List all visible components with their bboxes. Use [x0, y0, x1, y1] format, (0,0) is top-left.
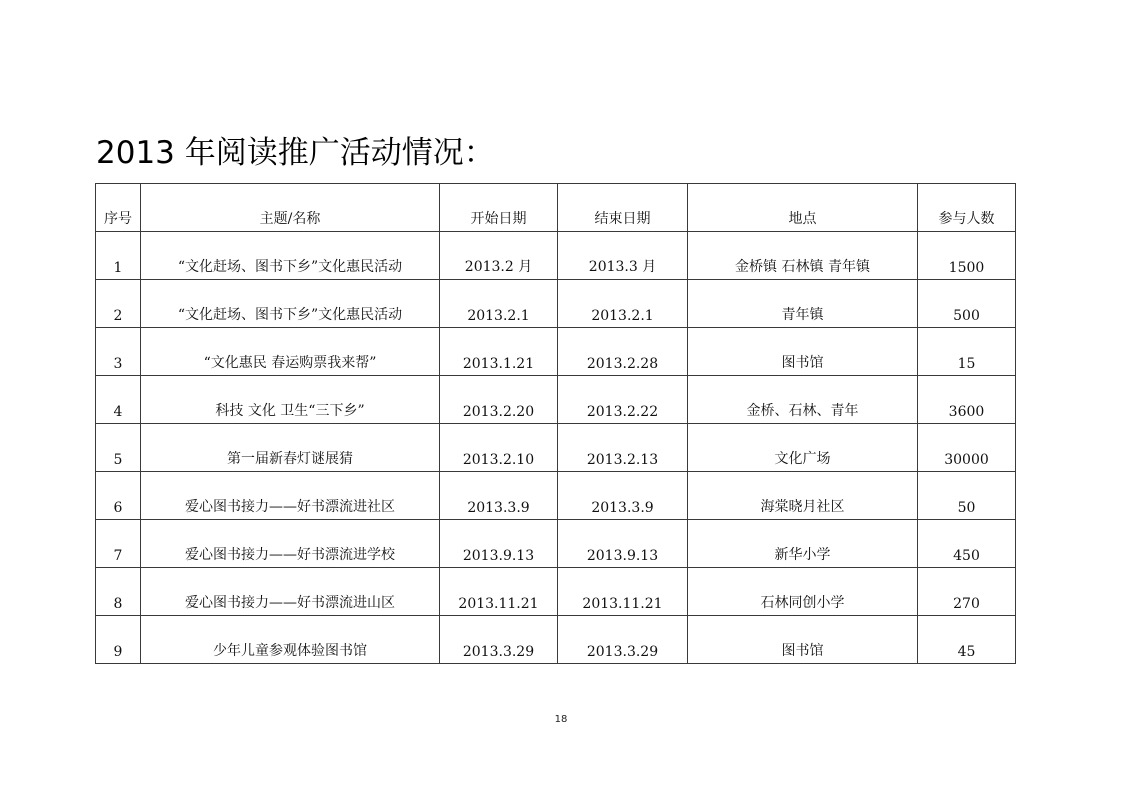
table-row — [96, 616, 1016, 664]
cell-participants: 45 — [918, 616, 1016, 664]
cell-topic: “文化赶场、图书下乡”文化惠民活动 — [141, 232, 440, 280]
cell-location: 新华小学 — [688, 520, 918, 568]
cell-index: 9 — [96, 616, 141, 664]
table-header-row — [96, 184, 1016, 232]
cell-location: 青年镇 — [688, 280, 918, 328]
cell-topic: “文化惠民 春运购票我来帮” — [141, 328, 440, 376]
table-row — [96, 376, 1016, 424]
cell-end-date: 2013.3 月 — [558, 232, 688, 280]
cell-start-date: 2013.2.20 — [440, 376, 558, 424]
cell-topic: 第一届新春灯谜展猜 — [141, 424, 440, 472]
cell-participants: 3600 — [918, 376, 1016, 424]
cell-index: 1 — [96, 232, 141, 280]
table-row — [96, 520, 1016, 568]
cell-index: 6 — [96, 472, 141, 520]
cell-start-date: 2013.9.13 — [440, 520, 558, 568]
page-title: 2013 年阅读推广活动情况： — [96, 135, 495, 171]
cell-start-date: 2013.3.29 — [440, 616, 558, 664]
column-header-participants: 参与人数 — [918, 184, 1016, 232]
cell-topic: 爱心图书接力——好书漂流进学校 — [141, 520, 440, 568]
cell-participants: 1500 — [918, 232, 1016, 280]
cell-participants: 500 — [918, 280, 1016, 328]
cell-end-date: 2013.2.13 — [558, 424, 688, 472]
cell-end-date: 2013.9.13 — [558, 520, 688, 568]
cell-topic: 少年儿童参观体验图书馆 — [141, 616, 440, 664]
cell-end-date: 2013.3.29 — [558, 616, 688, 664]
column-header-start-date: 开始日期 — [440, 184, 558, 232]
table-row — [96, 328, 1016, 376]
table-row — [96, 424, 1016, 472]
cell-end-date: 2013.11.21 — [558, 568, 688, 616]
column-header-location: 地点 — [688, 184, 918, 232]
cell-index: 7 — [96, 520, 141, 568]
cell-location: 图书馆 — [688, 328, 918, 376]
cell-participants: 50 — [918, 472, 1016, 520]
table-row — [96, 568, 1016, 616]
cell-topic: “文化赶场、图书下乡”文化惠民活动 — [141, 280, 440, 328]
cell-location: 海棠晓月社区 — [688, 472, 918, 520]
cell-index: 5 — [96, 424, 141, 472]
cell-location: 文化广场 — [688, 424, 918, 472]
cell-location: 金桥镇 石林镇 青年镇 — [688, 232, 918, 280]
cell-participants: 30000 — [918, 424, 1016, 472]
cell-index: 3 — [96, 328, 141, 376]
column-header-index: 序号 — [96, 184, 141, 232]
cell-location: 石林同创小学 — [688, 568, 918, 616]
cell-location: 金桥、石林、青年 — [688, 376, 918, 424]
cell-index: 8 — [96, 568, 141, 616]
page-number: 18 — [554, 714, 568, 725]
table-row — [96, 232, 1016, 280]
cell-end-date: 2013.2.1 — [558, 280, 688, 328]
cell-start-date: 2013.2 月 — [440, 232, 558, 280]
cell-location: 图书馆 — [688, 616, 918, 664]
cell-start-date: 2013.3.9 — [440, 472, 558, 520]
cell-end-date: 2013.2.28 — [558, 328, 688, 376]
table-row — [96, 280, 1016, 328]
cell-topic: 爱心图书接力——好书漂流进社区 — [141, 472, 440, 520]
cell-participants: 450 — [918, 520, 1016, 568]
column-header-topic: 主题/名称 — [141, 184, 440, 232]
cell-start-date: 2013.2.10 — [440, 424, 558, 472]
column-header-end-date: 结束日期 — [558, 184, 688, 232]
cell-participants: 15 — [918, 328, 1016, 376]
cell-start-date: 2013.11.21 — [440, 568, 558, 616]
cell-end-date: 2013.3.9 — [558, 472, 688, 520]
cell-start-date: 2013.2.1 — [440, 280, 558, 328]
cell-index: 4 — [96, 376, 141, 424]
cell-index: 2 — [96, 280, 141, 328]
cell-start-date: 2013.1.21 — [440, 328, 558, 376]
table-row — [96, 472, 1016, 520]
cell-topic: 科技 文化 卫生“三下乡” — [141, 376, 440, 424]
cell-end-date: 2013.2.22 — [558, 376, 688, 424]
activity-table — [95, 183, 1016, 664]
cell-participants: 270 — [918, 568, 1016, 616]
cell-topic: 爱心图书接力——好书漂流进山区 — [141, 568, 440, 616]
